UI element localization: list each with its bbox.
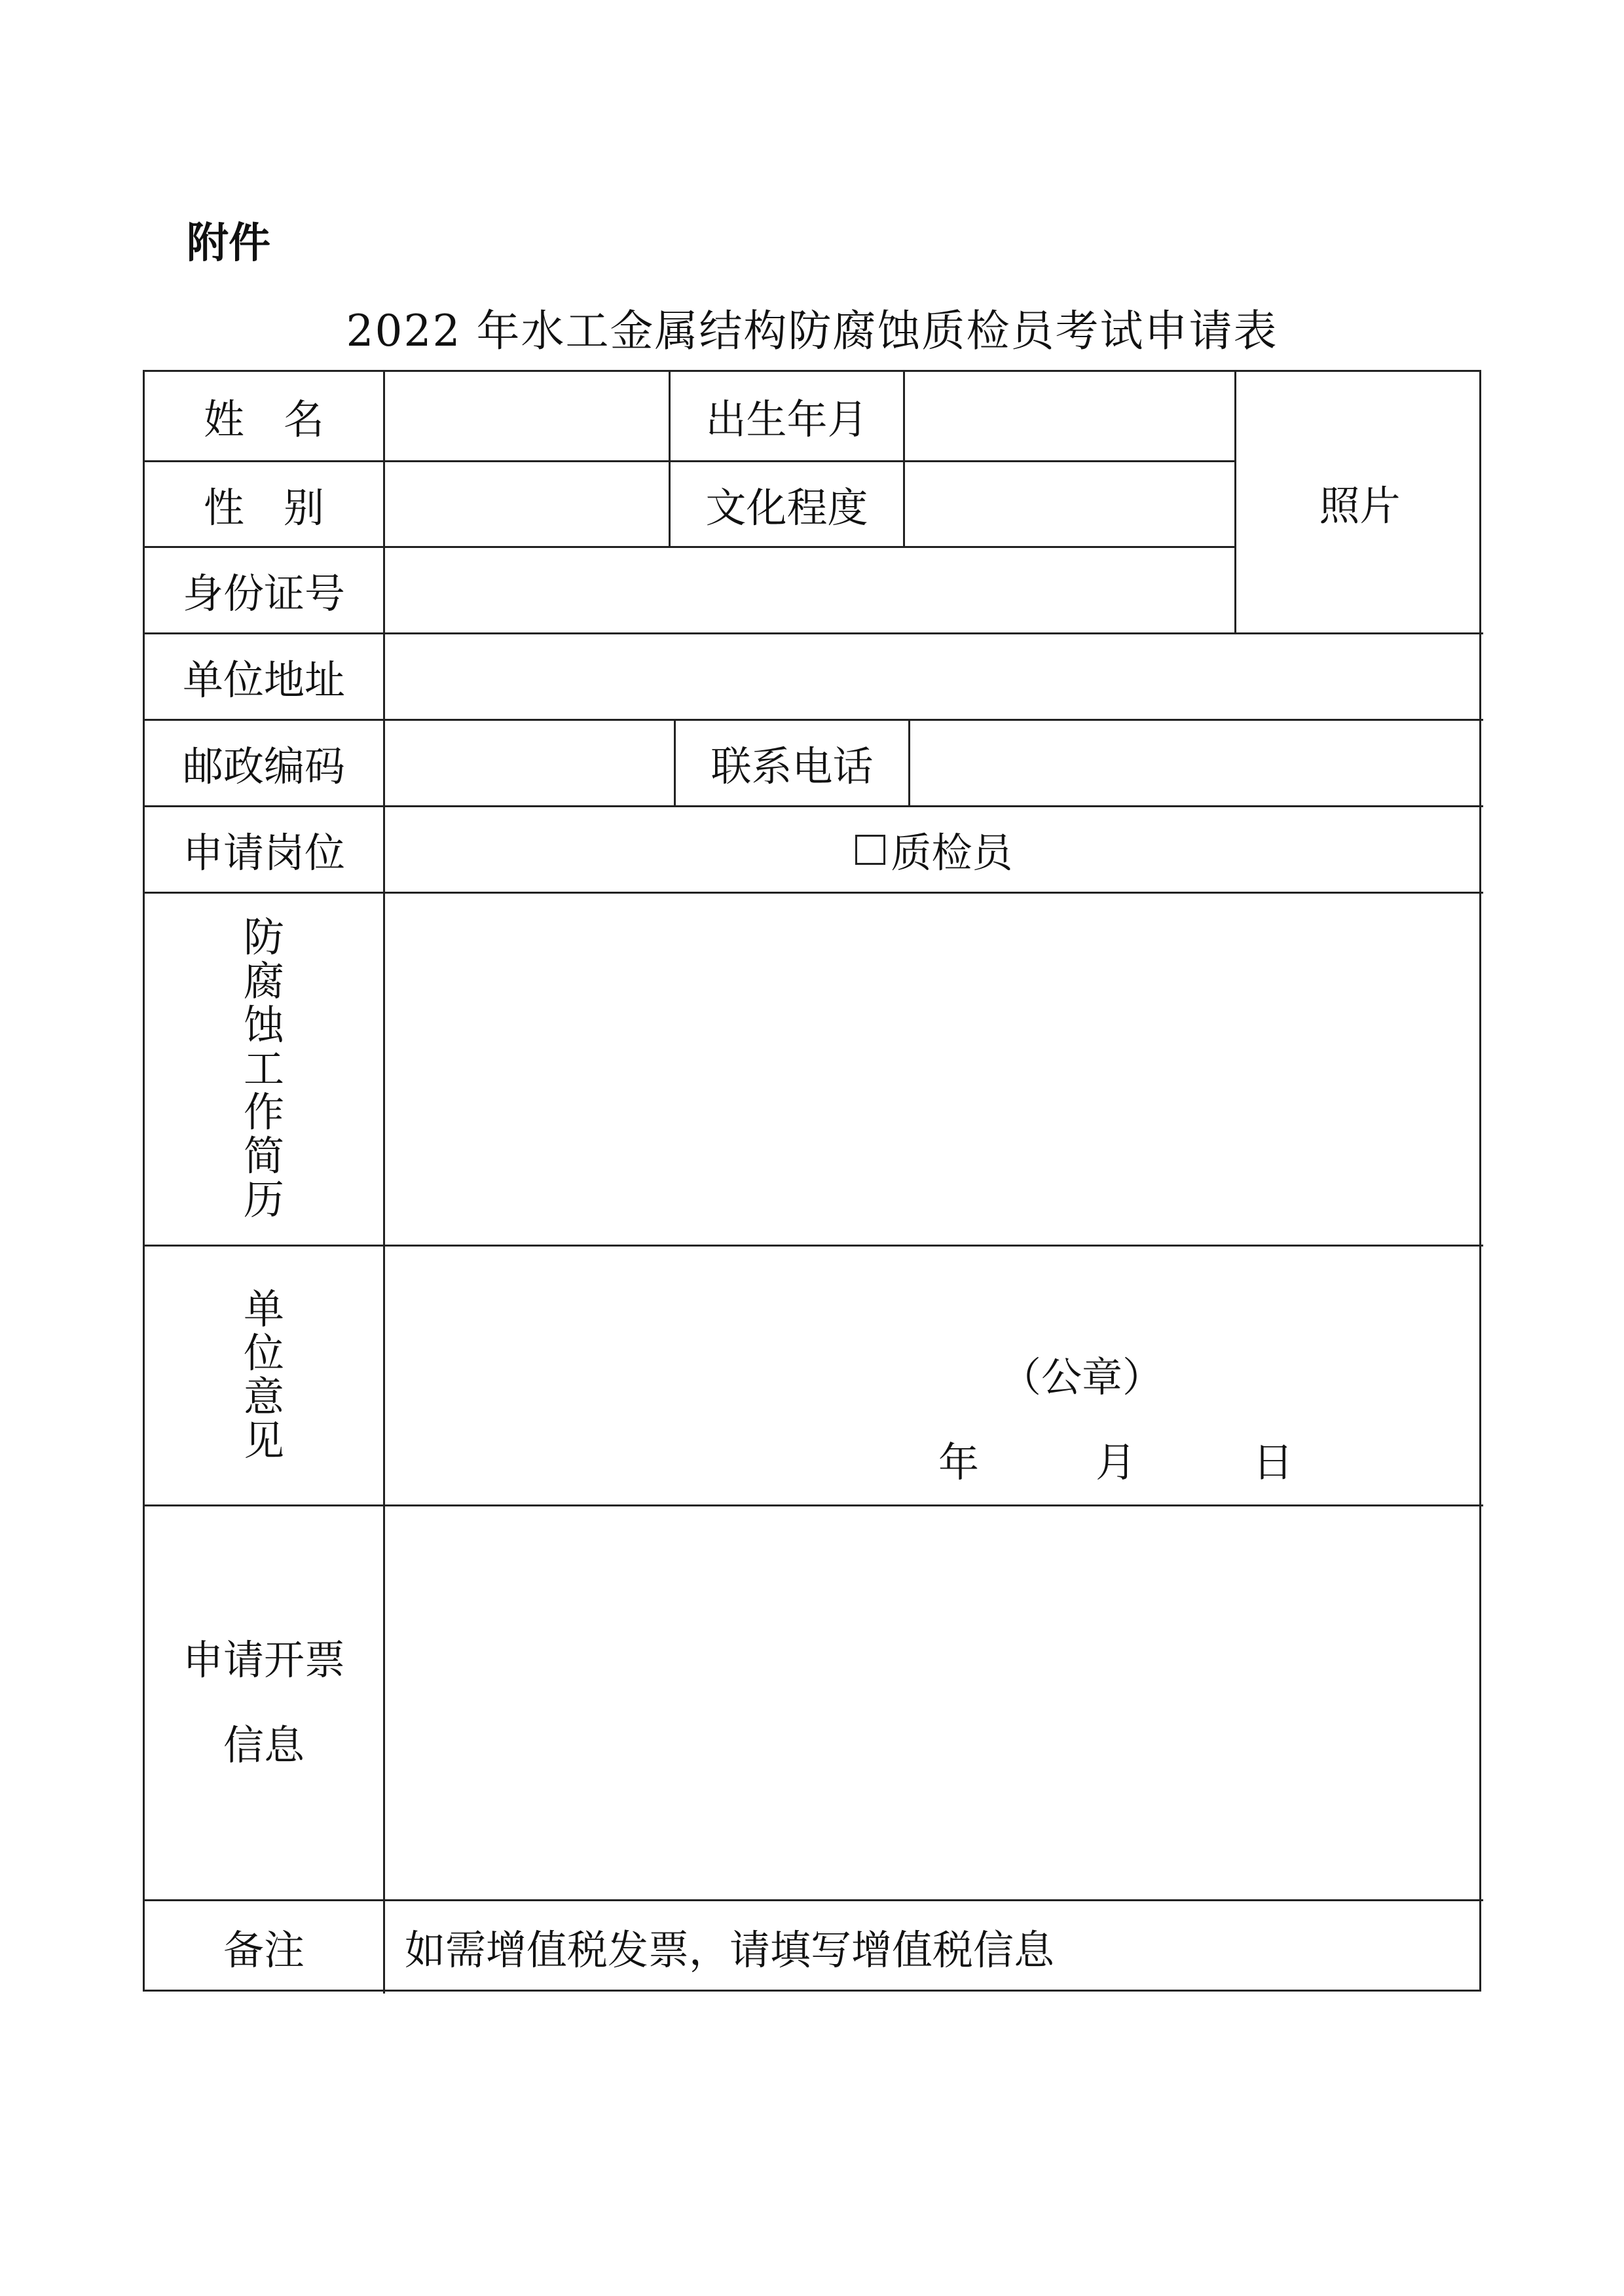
id-label: 身份证号 <box>182 570 345 617</box>
id-field[interactable] <box>385 548 1234 632</box>
position-checkbox[interactable] <box>855 835 885 865</box>
opinion-label: 单 位 意 见 <box>243 1285 284 1465</box>
name-field[interactable] <box>385 372 669 460</box>
phone-field[interactable] <box>910 721 1483 805</box>
position-option[interactable] <box>385 807 1483 892</box>
phone-label: 联系电话 <box>710 742 874 790</box>
resume-field[interactable] <box>385 894 1483 1245</box>
date-month: 月 <box>1096 1438 1137 1486</box>
education-field[interactable] <box>905 462 1234 546</box>
gender-label: 性别 <box>203 483 363 532</box>
education-label: 文化程度 <box>705 483 868 532</box>
invoice-label: 申请开票 信息 <box>182 1635 345 1769</box>
position-label: 申请岗位 <box>182 829 345 877</box>
resume-label: 防 腐 蚀 工 作 简 历 <box>243 913 284 1224</box>
date-day: 日 <box>1253 1438 1294 1486</box>
remark-text: 如需增值税发票，请填写增值税信息 <box>405 1925 1055 1974</box>
photo-box[interactable]: 照片 <box>1319 481 1401 530</box>
seal-text: （公章） <box>1001 1353 1164 1401</box>
postcode-label: 邮政编码 <box>182 742 345 790</box>
name-label: 姓名 <box>203 395 363 443</box>
application-form-table <box>143 370 1481 1992</box>
attachment-label: 附件 <box>187 219 270 268</box>
gender-field[interactable] <box>385 462 669 546</box>
address-label: 单位地址 <box>182 656 345 704</box>
position-option-label: 质检员 <box>891 829 1013 877</box>
opinion-field[interactable] <box>385 1247 1483 1504</box>
remark-label: 备注 <box>223 1925 304 1974</box>
birth-field[interactable] <box>905 372 1234 460</box>
form-title: 2022 年水工金属结构防腐蚀质检员考试申请表 <box>346 306 1278 356</box>
date-year: 年 <box>938 1438 980 1486</box>
postcode-field[interactable] <box>385 721 674 805</box>
invoice-field[interactable] <box>385 1506 1483 1899</box>
address-field[interactable] <box>385 634 1483 719</box>
birth-label: 出生年月 <box>705 395 868 443</box>
